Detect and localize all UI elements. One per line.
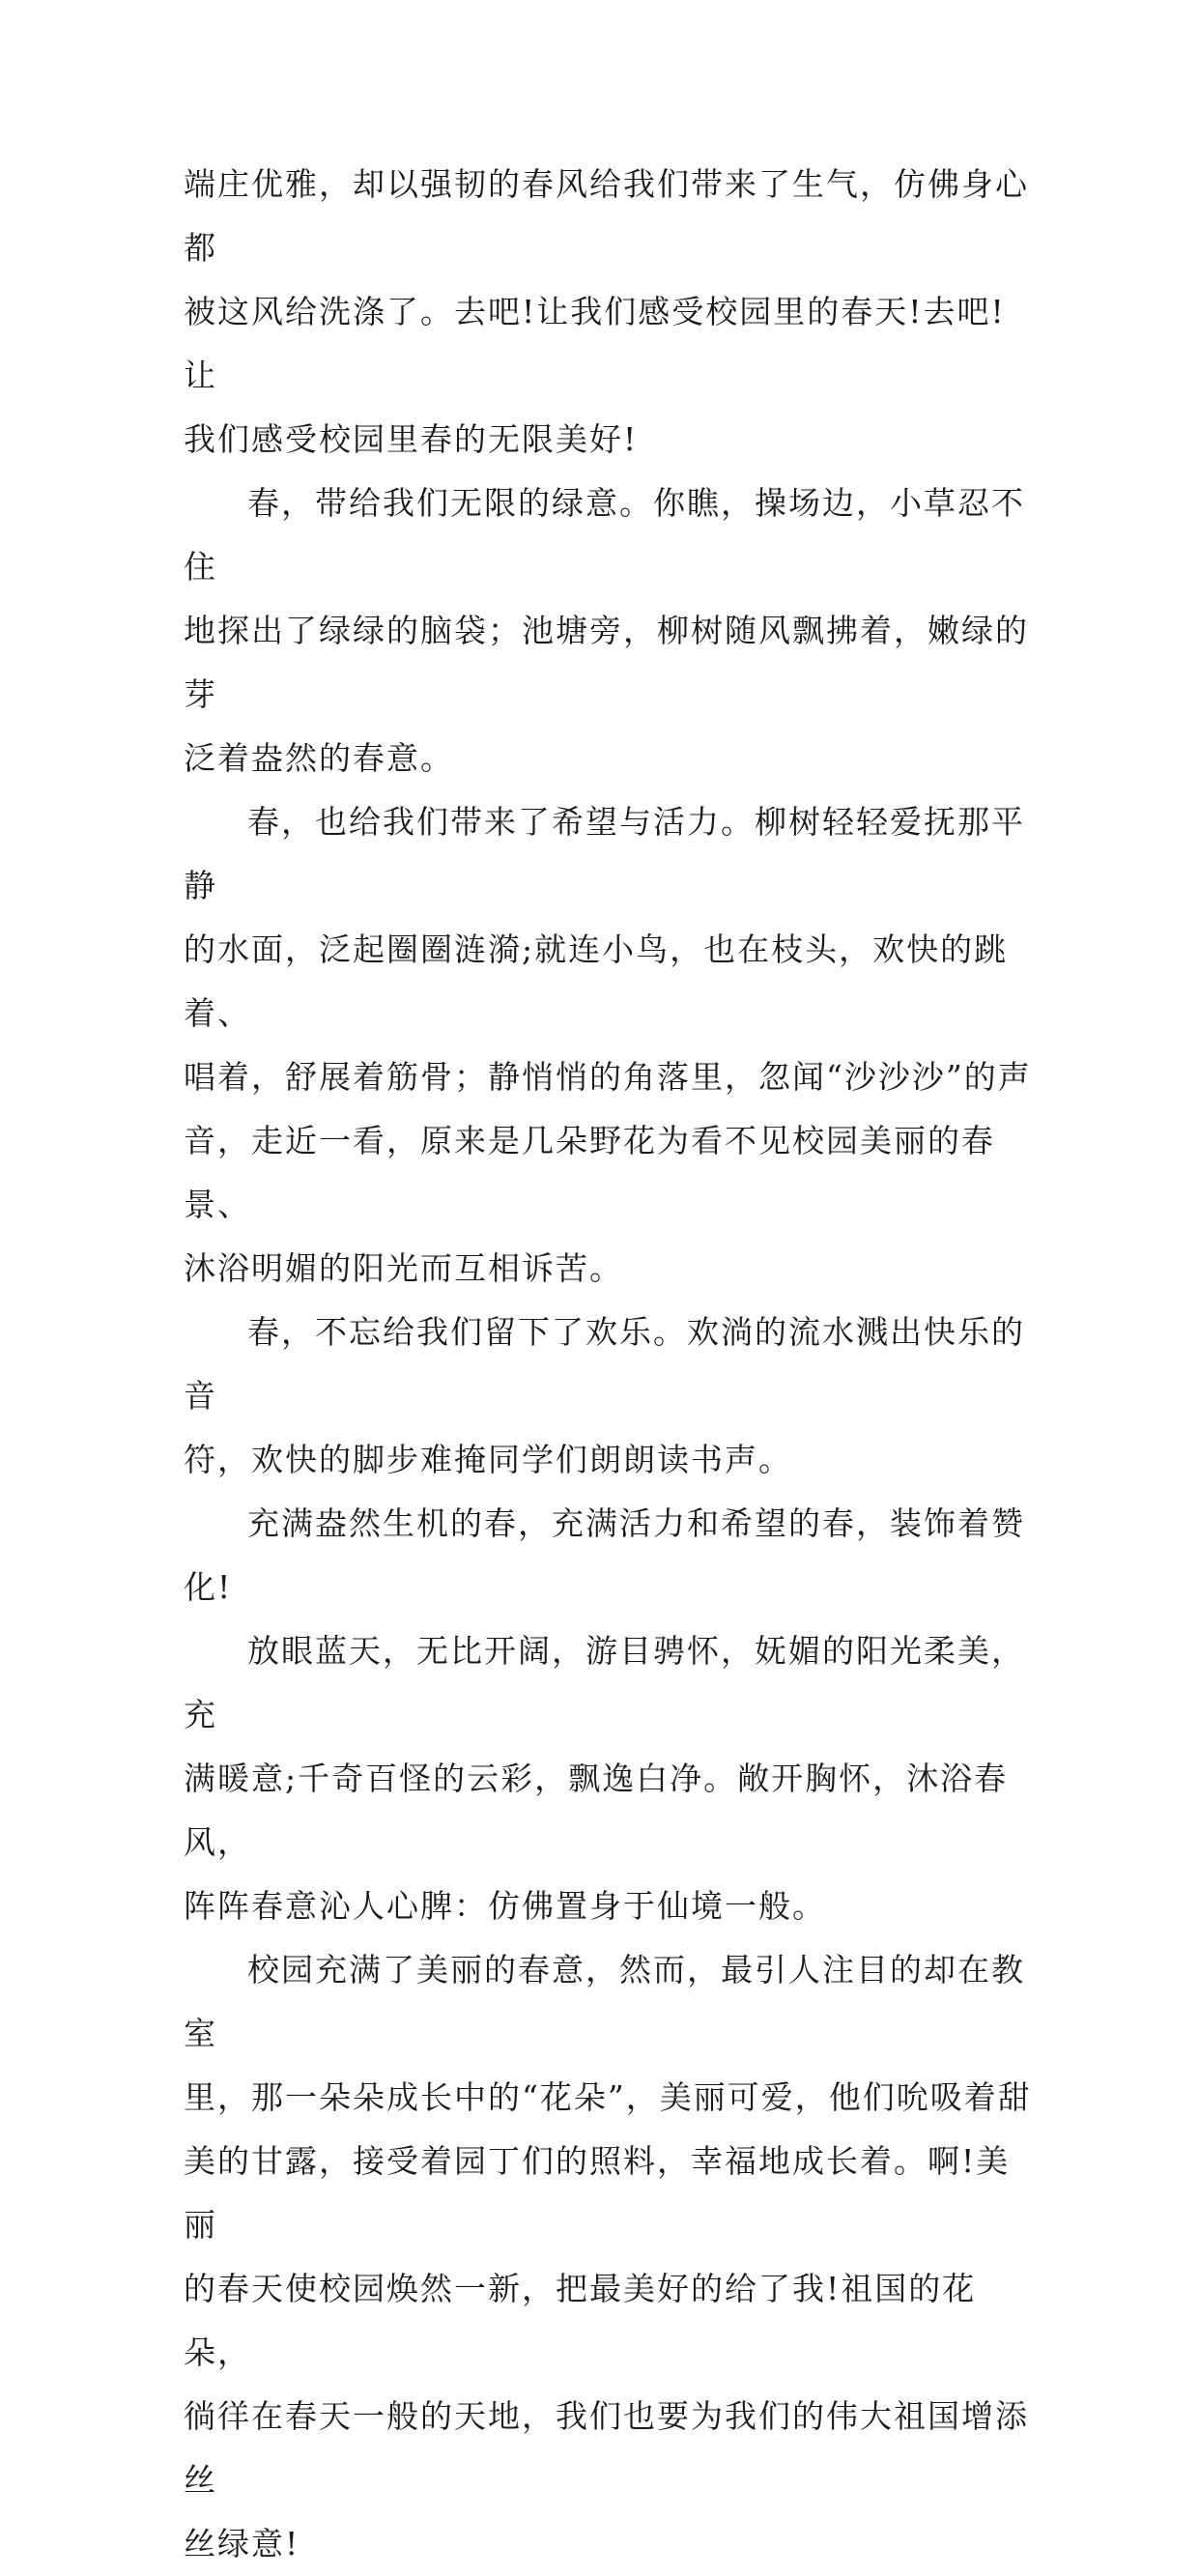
text-line: 我们感受校园里春的无限美好! <box>184 420 639 458</box>
text-line: 充满盎然生机的春，充满活力和希望的春，装饰着赞化! <box>184 1504 1025 1606</box>
text-line: 音，走近一看，原来是几朵野花为看不见校园美丽的春景、 <box>184 1122 995 1223</box>
text-line: 地探出了绿绿的脑袋；池塘旁，柳树随风飘拂着，嫩绿的芽 <box>184 612 1029 713</box>
paragraph-6 <box>184 1619 1034 1938</box>
text-line: 沐浴明媚的阳光而互相诉苦。 <box>184 1249 623 1287</box>
text-line: 的水面，泛起圈圈涟漪;就连小鸟，也在枝头，欢快的跳着、 <box>184 930 1009 1032</box>
text-line: 春，带给我们无限的绿意。你瞧，操场边，小草忍不住 <box>184 484 1025 586</box>
text-line: 里，那一朵朵成长中的“花朵”，美丽可爱，他们吮吸着甜 <box>184 2078 1032 2116</box>
text-line: 泛着盎然的春意。 <box>184 739 454 777</box>
text-line: 放眼蓝天，无比开阔，游目骋怀，妩媚的阳光柔美，充 <box>184 1632 1025 1733</box>
text-line: 美的甘露，接受着园丁们的照料，幸福地成长着。啊!美丽 <box>184 2142 1011 2244</box>
text-line: 春，不忘给我们留下了欢乐。欢淌的流水溅出快乐的音 <box>184 1313 1025 1415</box>
paragraph-7 <box>184 1938 1034 2576</box>
text-line: 徜徉在春天一般的天地，我们也要为我们的伟大祖国增添丝 <box>184 2397 1029 2499</box>
paragraph-1 <box>184 153 1034 472</box>
paragraph-3 <box>184 790 1034 1301</box>
text-line: 满暖意;千奇百怪的云彩，飘逸白净。敞开胸怀，沐浴春风， <box>184 1760 1009 1861</box>
text-line: 符，欢快的脚步难掩同学们朗朗读书声。 <box>184 1441 792 1478</box>
paragraph-5 <box>184 1492 1034 1619</box>
text-line: 被这风给洗涤了。去吧!让我们感受校园里的春天!去吧!让 <box>184 293 1006 394</box>
text-line: 端庄优雅，却以强韧的春风给我们带来了生气，仿佛身心都 <box>184 165 1029 267</box>
paragraph-4 <box>184 1301 1034 1492</box>
text-line: 丝绿意! <box>184 2525 300 2562</box>
text-line: 阵阵春意沁人心脾：仿佛置身于仙境一般。 <box>184 1887 826 1925</box>
text-line: 的春天使校园焕然一新，把最美好的给了我!祖国的花朵， <box>184 2270 977 2371</box>
text-line: 校园充满了美丽的春意，然而，最引人注目的却在教室 <box>184 1951 1025 2052</box>
text-line: 春，也给我们带来了希望与活力。柳树轻轻爱抚那平静 <box>184 803 1025 904</box>
text-line: 唱着，舒展着筋骨；静悄悄的角落里，忽闻“沙沙沙”的声 <box>184 1058 1032 1096</box>
document-body <box>184 153 1034 2576</box>
paragraph-2 <box>184 472 1034 790</box>
